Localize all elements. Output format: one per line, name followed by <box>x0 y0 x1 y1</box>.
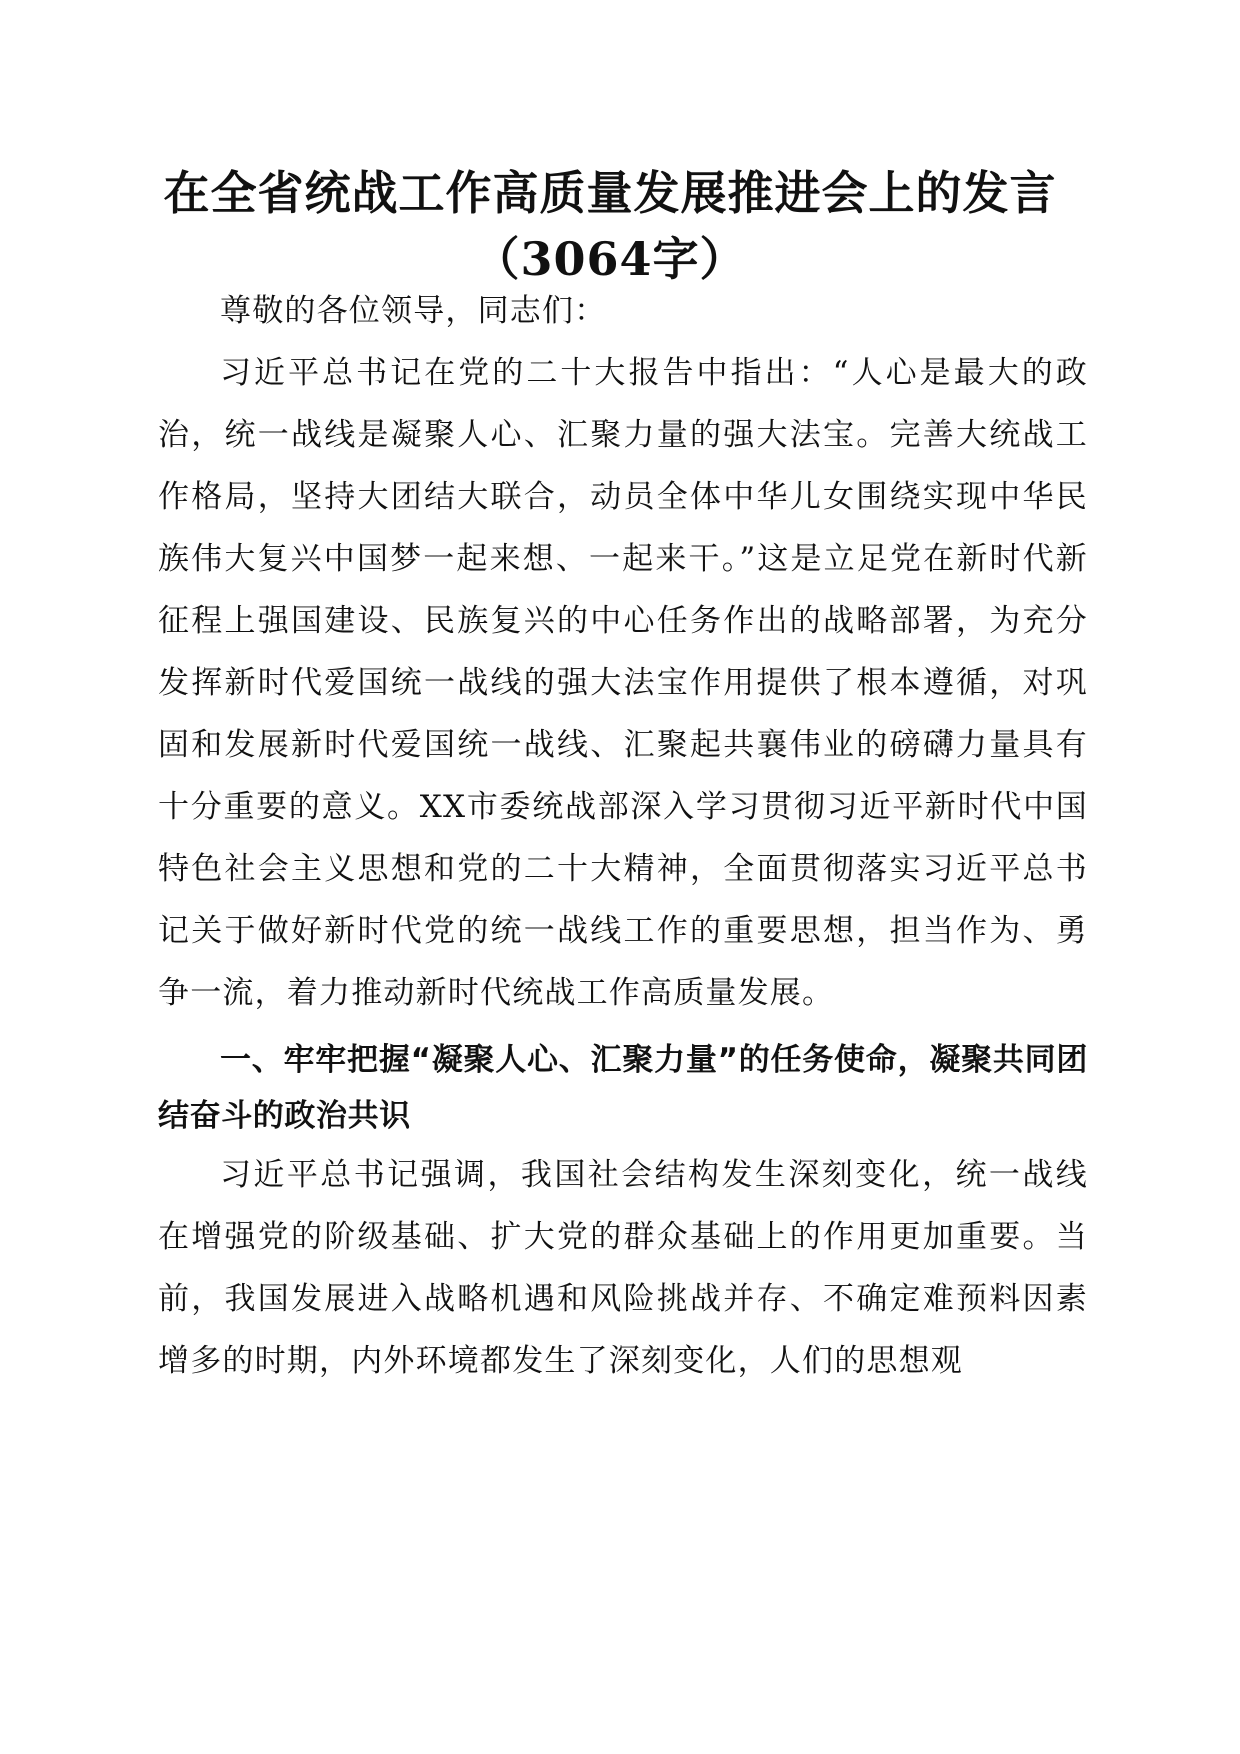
title-line-wordcount: （3064字） <box>473 232 747 286</box>
title-line-main: 在全省统战工作高质量发展推进会上的发言 <box>163 166 1057 220</box>
document-title <box>140 160 1080 292</box>
document-body <box>158 280 1088 1392</box>
paragraph-section-1: 习近平总书记强调，我国社会结构发生深刻变化，统一战线在增强党的阶级基础、扩大党的群众基础上的作用更加重要。当前，我国发展进入战略机遇和风险挑战并存、不确定难预料因素增多的时期，内外环境都发生了深刻变化，人们的思想观 <box>158 1157 1088 1379</box>
salutation: 尊敬的各位领导，同志们： <box>220 293 607 329</box>
paragraph-intro: 习近平总书记在党的二十大报告中指出：“人心是最大的政治，统一战线是凝聚人心、汇聚力量的强大法宝。完善大统战工作格局，坚持大团结大联合，动员全体中华儿女围绕实现中华民族伟大复兴中国梦一起来想、一起来干。”这是立足党在新时代新征程上强国建设、民族复兴的中心任务作出的战略部署，为充分发挥新时代爱国统一战线的强大法宝作用提供了根本遵循，对巩固和发展新时代爱国统一战线、汇聚起共襄伟业的磅礴力量具有十分重要的意义。XX市委统战部深入学习贯彻习近平新时代中国特色社会主义思想和党的二十大精神，全面贯彻落实习近平总书记关于做好新时代党的统一战线工作的重要思想，担当作为、勇争一流，着力推动新时代统战工作高质量发展。 <box>158 355 1088 1011</box>
section-heading-1: 一、牢牢把握“凝聚人心、汇聚力量”的任务使命，凝聚共同团结奋斗的政治共识 <box>158 1042 1088 1134</box>
